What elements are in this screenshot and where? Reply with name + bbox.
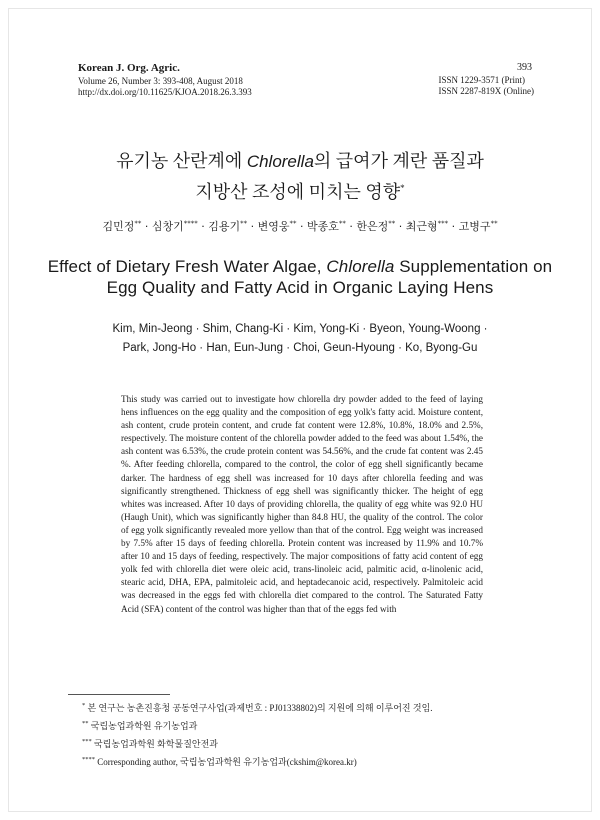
english-title xyxy=(0,256,600,298)
author-separator: · xyxy=(395,220,406,233)
issn-block xyxy=(439,75,535,96)
author-kr-name: 박종호 xyxy=(307,220,339,233)
author-kr-mark: ** xyxy=(338,219,346,228)
author-kr xyxy=(406,220,448,233)
footnote-item xyxy=(82,698,542,716)
english-authors xyxy=(0,320,600,358)
author-kr-mark: ** xyxy=(490,219,498,228)
author-kr-mark: ** xyxy=(240,219,248,228)
author-kr-mark: *** xyxy=(437,219,449,228)
korean-title-part: 유기농 산란계에 xyxy=(116,151,247,171)
korean-title-part: 의 급여가 계란 품질과 xyxy=(313,151,484,171)
author-kr xyxy=(307,220,346,233)
english-authors-line2: Park, Jong-Ho · Han, Eun-Jung · Choi, Geun-Hyoung · Ko, Byong-Gu xyxy=(122,342,478,354)
author-kr-mark: ** xyxy=(388,219,396,228)
english-title-line2: Egg Quality and Fatty Acid in Organic Laying Hens xyxy=(106,278,494,297)
author-kr xyxy=(356,220,395,233)
author-kr-name: 김용기 xyxy=(208,220,241,233)
volume-info: Volume 26, Number 3: 393-408, August 2018 xyxy=(78,76,243,86)
author-separator: · xyxy=(247,220,258,233)
korean-authors xyxy=(0,218,600,234)
footnote-text: 국립농업과학원 유기농업과 xyxy=(88,721,198,731)
author-kr xyxy=(152,220,198,233)
footnote-mark: **** xyxy=(82,756,95,763)
author-separator: · xyxy=(197,220,209,233)
footnote-mark: ** xyxy=(82,720,89,727)
english-authors-line1: Kim, Min-Jeong · Shim, Chang-Ki · Kim, Yong-Ki · Byeon, Young-Woong · xyxy=(112,323,488,335)
page-number: 393 xyxy=(517,62,532,73)
footnote-item xyxy=(82,716,542,734)
author-kr xyxy=(258,220,297,233)
footnote-divider xyxy=(68,694,170,695)
author-kr-name: 한은정 xyxy=(356,220,389,233)
footnote-mark: * xyxy=(82,702,86,709)
abstract-text: This study was carried out to investigate how chlorella dry powder added to the feed of laying hens influences on the egg quality and the composition of egg yolk's fatty acid. Moisture content, ash content, crude protein content, and crude fat content were 12.8%, 10.8%, 18.0% and 2.5%, respectively. The moisture content of the chlorella powder added to the feed was about 1.54%, the ash content was 6.53%, the crude protein content was 54.56%, and the crude fat content was 2.45 %. After feeding chlorella, compared to the control, the color of egg shell significantly became darker. The hardness of egg shell was increased for 10 days after chlorella feeding and was significantly strengthened. Thickness of egg shell was significantly thicker. The height of egg whites was increased. After 10 days of providing chlorella, the quality of egg white was 92.0 HU (Haugh Unit), which was significantly higher than 84.8 HU, the quality of the control. The color of egg yolk significantly revealed more yellow than that of the control. Egg weight was increased by 7.5% after 15 days of feeding chlorella. Protein content was increased by 11.9% and 10.7% after 10 and 15 days of feeding, respectively. The major compositions of fatty acid content of egg yolk fed with chlorella diet were oleic acid, trans-linoleic acid, palmitic acid, α-linolenic acid, stearic acid, DHA, EPA, palmitoleic acid, and heptadecanoic acid, respectively. Palmitoleic acid was decreased in the eggs fed with chlorella diet compared to the control. The Saturated Fatty Acid (SFA) content of the control was higher than that of the eggs fed with xyxy=(121,394,483,614)
korean-title xyxy=(0,148,600,206)
author-kr-name: 심창기 xyxy=(151,220,184,233)
journal-header xyxy=(78,62,252,97)
footnote-text: Corresponding author, 국립농업과학원 유기농업과(ckshim@korea.kr) xyxy=(95,757,357,767)
footnote-mark: *** xyxy=(82,738,92,745)
korean-title-line2: 지방산 조성에 미치는 영향 xyxy=(195,182,401,202)
author-kr-name: 고병구 xyxy=(458,220,491,233)
author-kr xyxy=(208,220,247,233)
footnote-item xyxy=(82,752,542,770)
author-kr-mark: ** xyxy=(134,219,142,228)
journal-name: Korean J. Org. Agric. xyxy=(78,62,180,74)
footnote-item xyxy=(82,734,542,752)
author-kr-mark: ** xyxy=(289,219,297,228)
footnote-text: 본 연구는 농촌진흥청 공동연구사업(과제번호 : PJ01338802)의 지원에 의해 이루어진 것임. xyxy=(85,703,433,713)
english-title-part: Effect of Dietary Fresh Water Algae, xyxy=(47,257,327,276)
korean-title-italic: Chlorella xyxy=(246,152,314,171)
issn-print: ISSN 1229-3571 (Print) xyxy=(438,75,526,85)
author-separator: · xyxy=(448,220,459,233)
footnote-text: 국립농업과학원 화학물질안전과 xyxy=(91,739,218,749)
author-separator: · xyxy=(296,220,307,233)
author-kr xyxy=(459,220,498,233)
author-kr-mark: **** xyxy=(183,219,198,228)
issn-online: ISSN 2287-819X (Online) xyxy=(438,85,534,96)
author-kr-name: 변영웅 xyxy=(257,220,290,233)
footnotes xyxy=(82,698,542,770)
title-footnote-mark: * xyxy=(400,183,405,193)
author-kr-name: 김민정 xyxy=(102,220,135,233)
english-title-italic: Chlorella xyxy=(326,257,395,276)
author-separator: · xyxy=(345,220,357,233)
author-separator: · xyxy=(141,220,152,233)
english-title-part: Supplementation on xyxy=(394,257,553,276)
author-kr xyxy=(102,220,141,233)
doi-link[interactable]: http://dx.doi.org/10.11625/KJOA.2018.26.3.393 xyxy=(78,86,252,97)
author-kr-name: 최근형 xyxy=(405,220,438,233)
